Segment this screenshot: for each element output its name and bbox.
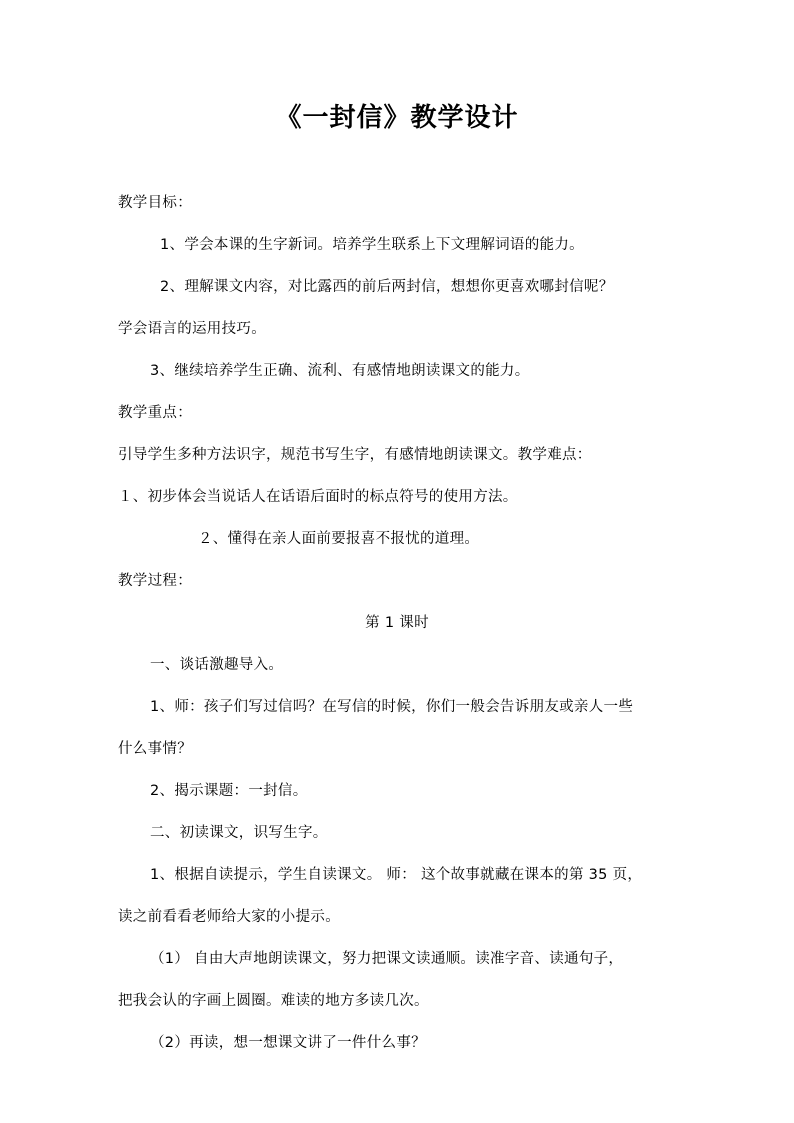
step-2-item-1-continued: 读之前看看老师给大家的小提示。 (118, 909, 340, 925)
section-heading-key-points: 教学重点： (118, 405, 192, 421)
section-heading-goals: 教学目标： (118, 195, 192, 211)
difficulty-item-2: ２、懂得在亲人面前要报喜不报忧的道理。 (198, 531, 480, 547)
section-heading-process: 教学过程： (118, 573, 192, 589)
goal-item-1: 1、学会本课的生字新词。培养学生联系上下文理解词语的能力。 (160, 237, 584, 253)
step-2-heading: 二、初读课文，识写生字。 (150, 825, 328, 841)
goal-item-3: 3、继续培养学生正确、流利、有感情地朗读课文的能力。 (150, 363, 530, 379)
key-points-text: 引导学生多种方法识字，规范书写生字，有感情地朗读课文。教学难点： (118, 447, 592, 463)
step-1-item-1: 1、师：孩子们写过信吗？在写信的时候，你们一般会告诉朋友或亲人一些 (150, 699, 634, 715)
step-2-item-1: 1、根据自读提示，学生自读课文。 师： 这个故事就藏在课本的第 35 页， (150, 867, 643, 883)
document-title: 《一封信》教学设计 (275, 103, 519, 133)
step-1-item-1-continued: 什么事情？ (118, 741, 192, 757)
step-2-subitem-1: （1） 自由大声地朗读课文，努力把课文读通顺。读准字音、读通句子， (150, 951, 624, 967)
step-2-subitem-2: （2）再读，想一想课文讲了一件什么事？ (150, 1035, 426, 1051)
goal-item-2: 2、理解课文内容，对比露西的前后两封信，想想你更喜欢哪封信呢？ (160, 279, 614, 295)
step-2-subitem-1-continued: 把我会认的字画上圆圈。难读的地方多读几次。 (118, 993, 429, 1009)
lesson-period-heading: 第 1 课时 (365, 615, 429, 631)
step-1-item-2: 2、揭示课题：一封信。 (150, 783, 308, 799)
goal-item-2-continued: 学会语言的运用技巧。 (118, 321, 266, 337)
step-1-heading: 一、谈话激趣导入。 (150, 657, 284, 673)
difficulty-item-1: １、初步体会当说话人在话语后面时的标点符号的使用方法。 (118, 489, 518, 505)
